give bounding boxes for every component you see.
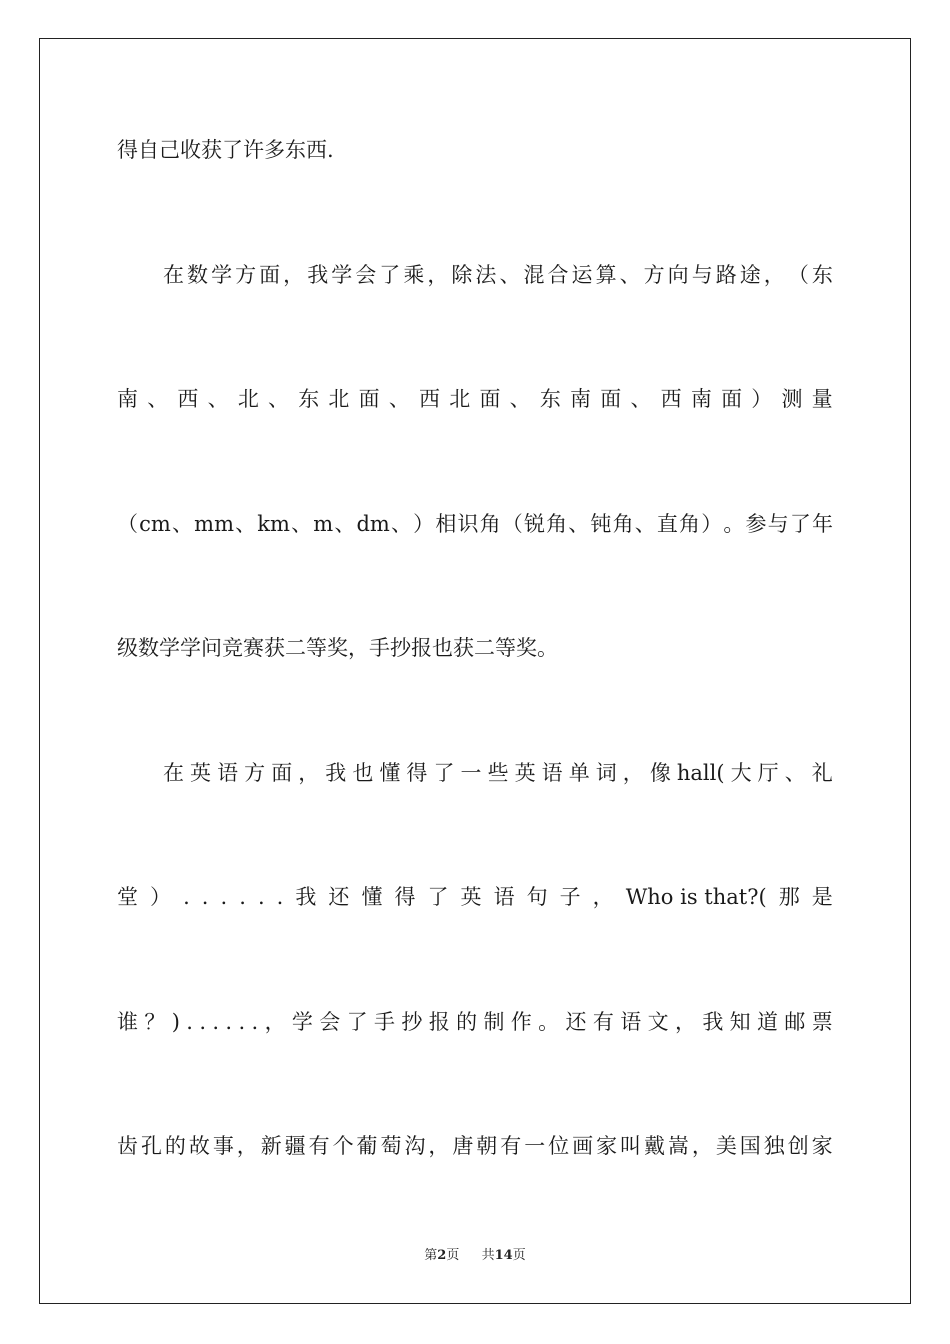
body-line-1: 得自己收获了许多东西. — [117, 138, 334, 162]
footer-page-prefix: 第 — [424, 1248, 438, 1263]
body-line-3: 南 、 西 、 北 、 东 北 面 、 西 北 面 、 东 南 面 、 西 南 面 ） 测 量 — [117, 387, 833, 411]
footer-total-prefix: 共 — [481, 1248, 495, 1263]
footer-page-number: 2 — [437, 1248, 447, 1263]
body-line-9: 齿 孔 的 故 事 ， 新 疆 有 个 葡 萄 沟 ， 唐 朝 有 一 位 画 家 叫 戴 嵩 ， 美 国 独 创 家 — [117, 1134, 833, 1158]
body-line-5: 级数学学问竞赛获二等奖，手抄报也获二等奖。 — [117, 636, 558, 660]
body-line-7: 堂 ） . . . . . . 我 还 懂 得 了 英 语 句 子 ， Who is that?( 那 是 — [117, 885, 833, 909]
page-border — [39, 38, 911, 1304]
body-line-6: 在 英 语 方 面 ， 我 也 懂 得 了 一 些 英 语 单 词 ， 像 hall( 大 厅 、 礼 — [163, 761, 833, 785]
body-line-8: 谁 ？ ) . . . . . . ， 学 会 了 手 抄 报 的 制 作 。 还 有 语 文 ， 我 知 道 邮 票 — [117, 1010, 833, 1034]
page-footer — [0, 1248, 950, 1264]
body-line-4: （ cm 、 mm 、 km 、 m 、 dm 、 ） 相 识 角 （ 锐 角 、 钝 角 、 直 角 ） 。 参 与 了 年 — [117, 512, 833, 536]
footer-page-suffix: 页 — [446, 1248, 460, 1263]
footer-total-pages: 14 — [494, 1248, 513, 1263]
body-line-2: 在 数 学 方 面 ， 我 学 会 了 乘 ， 除 法 、 混 合 运 算 、 方 向 与 路 途 ， （ 东 — [163, 263, 833, 287]
footer-total-suffix: 页 — [512, 1248, 526, 1263]
